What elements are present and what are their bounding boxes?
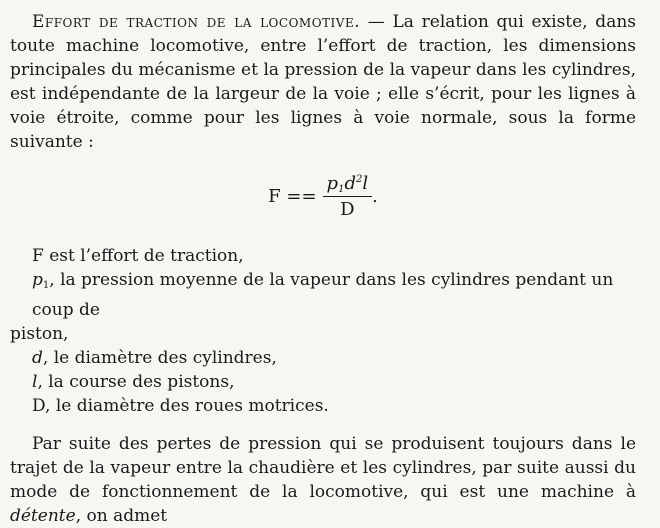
numerator-l: l [362,172,369,194]
definition-item [10,244,636,268]
intro-text: — La relation qui existe, dans toute machine locomotive, entre l’effort de traction, les dimensions principales du mécanisme et la pression de la vapeur dans les cylindres, est indépendante de la largeur de la voie ; elle s’écrit, pour les lignes à voie étroite, comme pour les lignes à voie normale, sous la forme suivante : [10,12,636,152]
definitions-list [10,244,636,418]
numerator-d: d [344,172,356,194]
closing-text: Par suite des pertes de pression qui se produisent toujours dans le trajet de la vapeur entre la chaudière et les cylindres, par suite aussi du mode de fonctionnement de la locomotive, qui est une machine à [10,434,636,502]
formula-trailing: . [372,185,378,207]
numerator-sup: 2 [355,173,363,185]
definition-text: , le diamètre des roues motrices. [45,396,329,416]
definition-text: est l’effort de traction, [43,246,244,266]
intro-paragraph [10,10,636,154]
closing-text-end: , on admet [75,506,168,526]
definition-symbol: p [32,270,43,290]
numerator-p: p [326,172,339,194]
definition-text: , la pression moyenne de la vapeur dans les cylindres pendant un coup de [32,270,614,320]
definition-item [10,268,636,322]
section-heading: Effort de traction de la locomotive. [32,12,361,32]
closing-emphasis: détente [10,506,76,526]
definition-subscript: 1 [42,280,50,291]
definition-symbol: d [32,348,43,368]
formula-fraction [323,173,373,220]
formula-lhs: F == [268,185,317,207]
definition-symbol: D [32,396,46,416]
closing-paragraph [10,432,636,528]
definition-item [10,346,636,370]
definition-symbol: l [32,372,38,392]
definition-item [10,394,636,418]
formula-numerator [323,173,373,197]
definition-symbol: F [32,246,44,266]
definition-item [10,370,636,394]
definition-continuation: piston, [10,324,69,344]
definition-text: , la course des pistons, [37,372,235,392]
traction-formula [10,168,636,224]
definition-text: , le diamètre des cylindres, [42,348,277,368]
numerator-sub: 1 [338,183,345,195]
formula-denominator: D [340,198,355,220]
